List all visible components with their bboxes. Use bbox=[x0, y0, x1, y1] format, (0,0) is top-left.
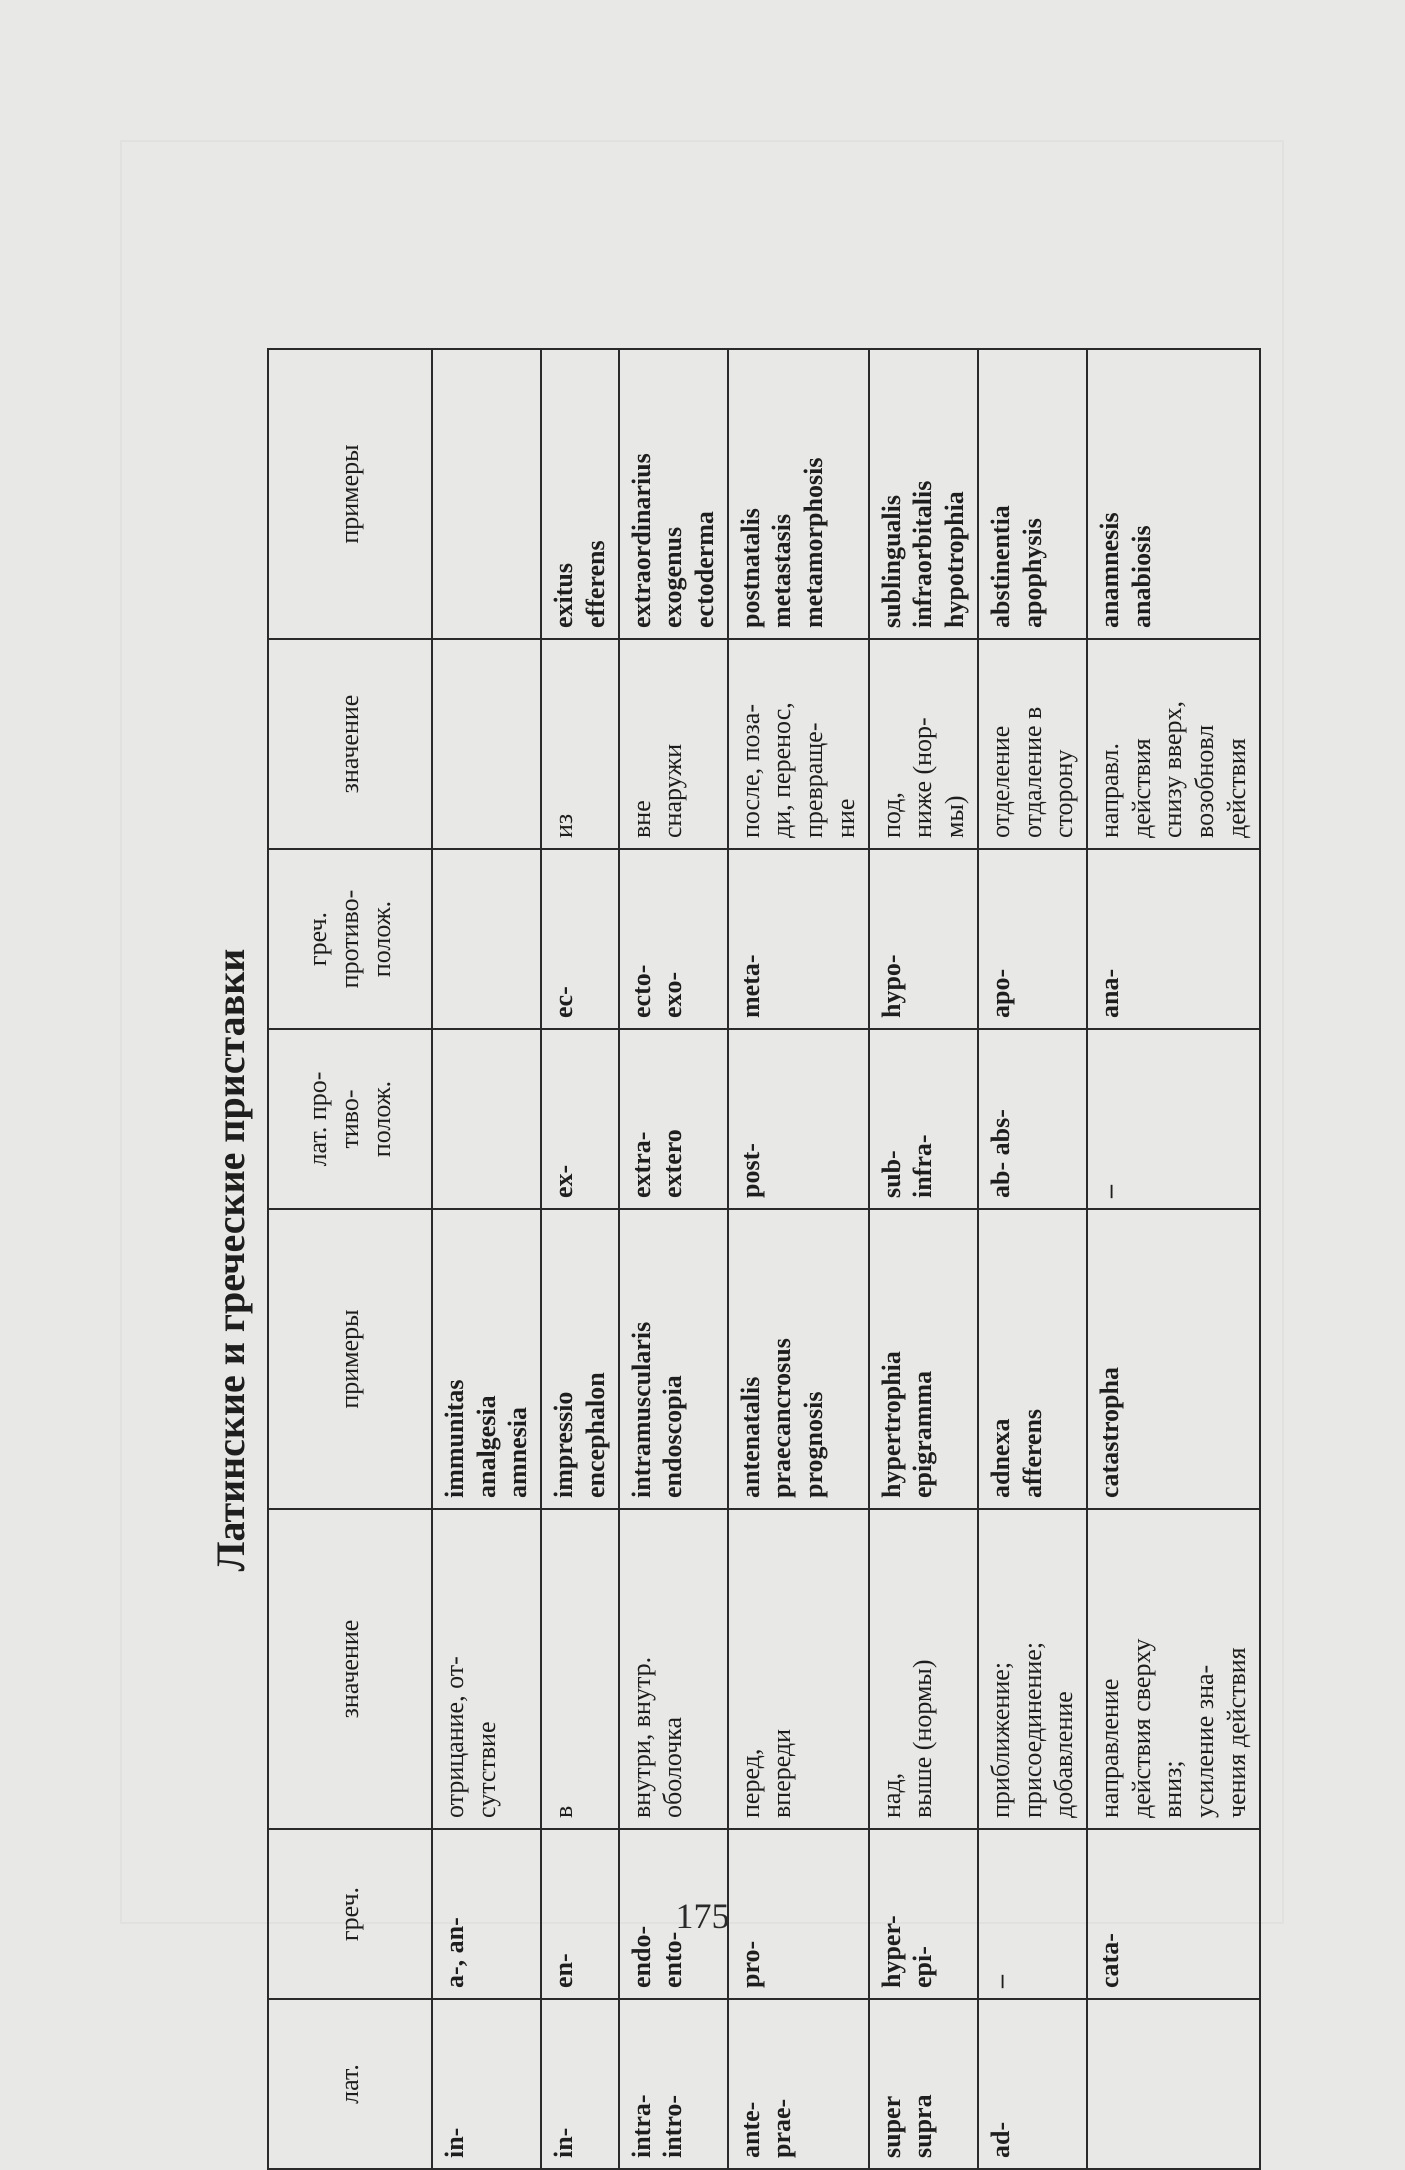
cell-lat-opp bbox=[432, 1029, 541, 1209]
column-header-line: полож. bbox=[366, 1080, 396, 1158]
cell-line: prae- bbox=[767, 2098, 797, 2158]
cell-line: catastropha bbox=[1094, 1367, 1124, 1498]
cell-line: возобновл bbox=[1190, 724, 1220, 838]
page-number: 175 bbox=[675, 1896, 730, 1936]
cell-line: ab- abs- bbox=[985, 1109, 1015, 1198]
cell-greek-opp bbox=[432, 849, 541, 1029]
cell-line: добавление bbox=[1049, 1691, 1079, 1818]
cell-meaning bbox=[869, 1509, 978, 1829]
cell-line: ди, перенос, bbox=[767, 702, 797, 838]
cell-lat-opp bbox=[869, 1029, 978, 1209]
cell-line: действия bbox=[1221, 738, 1251, 838]
cell-line: anabiosis bbox=[1126, 525, 1156, 628]
cell-line: metastasis bbox=[767, 513, 797, 628]
cell-line: выше (нормы) bbox=[908, 1659, 938, 1818]
column-header bbox=[268, 849, 432, 1029]
cell-line: intra- bbox=[626, 2094, 656, 2158]
cell-lat bbox=[869, 1999, 978, 2169]
cell-greek-opp bbox=[1087, 849, 1260, 1029]
cell-line: analgesia bbox=[471, 1395, 501, 1498]
cell-line: приближение; bbox=[985, 1661, 1015, 1818]
cell-opp-meaning bbox=[541, 639, 618, 849]
column-header-line: лат. bbox=[335, 2064, 365, 2104]
cell-line: превраще- bbox=[799, 722, 829, 838]
column-header bbox=[268, 1029, 432, 1209]
cell-line: in- bbox=[549, 2127, 579, 2158]
column-header-line: греч. bbox=[335, 1886, 365, 1942]
cell-examples bbox=[432, 1209, 541, 1509]
cell-meaning bbox=[1087, 1509, 1260, 1829]
cell-examples bbox=[1087, 1209, 1260, 1509]
cell-line: extero bbox=[658, 1129, 688, 1198]
cell-lat-opp bbox=[728, 1029, 869, 1209]
column-header bbox=[268, 349, 432, 639]
cell-line: metamorphosis bbox=[799, 457, 829, 628]
cell-lat bbox=[619, 1999, 728, 2169]
cell-lat bbox=[1087, 1999, 1260, 2169]
cell-lat bbox=[432, 1999, 541, 2169]
cell-line: действия сверху bbox=[1126, 1638, 1156, 1818]
cell-line: ectoderma bbox=[690, 511, 720, 628]
cell-line: – bbox=[985, 1975, 1015, 1988]
cell-line: exogenus bbox=[658, 526, 688, 628]
cell-lat bbox=[978, 1999, 1087, 2169]
cell-line: endo- bbox=[626, 1925, 656, 1988]
column-header-line: полож. bbox=[366, 900, 396, 978]
cell-line: a-, an- bbox=[440, 1917, 469, 1988]
cell-line: postnatalis bbox=[735, 508, 765, 628]
page-title: Латинские и греческие приставки bbox=[208, 948, 253, 1572]
cell-meaning bbox=[541, 1509, 618, 1829]
cell-meaning bbox=[432, 1509, 541, 1829]
cell-line: hypotrophia bbox=[940, 491, 970, 628]
cell-line: adnexa bbox=[985, 1418, 1015, 1498]
cell-line: afferens bbox=[1017, 1408, 1047, 1498]
cell-opp-meaning bbox=[728, 639, 869, 849]
cell-greek-opp bbox=[869, 849, 978, 1029]
cell-opp-examples bbox=[432, 349, 541, 639]
cell-line: in- bbox=[440, 2127, 469, 2158]
cell-greek-opp bbox=[541, 849, 618, 1029]
cell-line: отделение bbox=[985, 725, 1015, 838]
cell-line: ниже (нор- bbox=[908, 717, 938, 838]
cell-line: направл. bbox=[1094, 743, 1124, 838]
cell-line: epi- bbox=[908, 1946, 938, 1988]
cell-line: efferens bbox=[580, 540, 610, 628]
cell-lat bbox=[541, 1999, 618, 2169]
cell-line: antenatalis bbox=[735, 1376, 765, 1498]
column-header-line: греч. bbox=[303, 911, 333, 967]
cell-greek-opp bbox=[619, 849, 728, 1029]
column-header-line: значение bbox=[335, 1619, 365, 1719]
cell-line: внутри, внутр. bbox=[626, 1656, 656, 1818]
cell-line: super bbox=[876, 2095, 906, 2158]
column-header bbox=[268, 639, 432, 849]
cell-opp-examples bbox=[728, 349, 869, 639]
cell-line: из bbox=[549, 813, 579, 838]
column-header-line: лат. про- bbox=[303, 1071, 333, 1167]
cell-greek-opp bbox=[978, 849, 1087, 1029]
cell-meaning bbox=[619, 1509, 728, 1829]
cell-line: в bbox=[549, 1805, 579, 1818]
cell-lat-opp bbox=[619, 1029, 728, 1209]
cell-line: ante- bbox=[735, 2101, 765, 2158]
cell-line: под, bbox=[876, 792, 906, 838]
cell-line: отдаление в bbox=[1017, 706, 1047, 838]
column-header bbox=[268, 1509, 432, 1829]
cell-opp-meaning bbox=[619, 639, 728, 849]
cell-opp-examples bbox=[541, 349, 618, 639]
cell-examples bbox=[619, 1209, 728, 1509]
cell-line: exo- bbox=[658, 971, 688, 1018]
cell-line: en- bbox=[549, 1953, 579, 1988]
cell-line: apophysis bbox=[1017, 518, 1047, 628]
cell-line: exitus bbox=[549, 563, 579, 628]
cell-line: infra- bbox=[908, 1134, 938, 1198]
cell-line: действия bbox=[1126, 738, 1156, 838]
cell-line: immunitas bbox=[440, 1379, 469, 1498]
cell-line: extra- bbox=[626, 1131, 656, 1198]
cell-line: ad- bbox=[985, 2121, 1015, 2158]
cell-line: intramuscularis bbox=[626, 1321, 656, 1498]
cell-line: над, bbox=[876, 1772, 906, 1818]
cell-opp-meaning bbox=[869, 639, 978, 849]
cell-line: перед, bbox=[735, 1748, 765, 1818]
cell-line: ние bbox=[830, 798, 860, 838]
cell-line: abstinentia bbox=[985, 505, 1015, 628]
cell-line: meta- bbox=[735, 954, 765, 1018]
cell-opp-examples bbox=[869, 349, 978, 639]
cell-line: вниз; bbox=[1158, 1760, 1188, 1818]
cell-line: присоединение; bbox=[1017, 1641, 1047, 1818]
cell-line: снаружи bbox=[658, 743, 688, 838]
cell-greek-opp bbox=[728, 849, 869, 1029]
cell-line: сутствие bbox=[471, 1721, 501, 1818]
column-header-line: примеры bbox=[335, 444, 365, 544]
cell-examples bbox=[978, 1209, 1087, 1509]
cell-line: направление bbox=[1094, 1678, 1124, 1818]
cell-lat bbox=[728, 1999, 869, 2169]
cell-line: после, поза- bbox=[735, 704, 765, 838]
cell-line: чения действия bbox=[1221, 1647, 1251, 1818]
cell-line: снизу вверх, bbox=[1158, 700, 1188, 838]
cell-line: hypertrophia bbox=[876, 1351, 906, 1498]
cell-line: отрицание, от- bbox=[440, 1656, 469, 1818]
cell-lat-opp bbox=[541, 1029, 618, 1209]
cell-line: praecancrosus bbox=[767, 1338, 797, 1498]
cell-line: ento- bbox=[658, 1931, 688, 1988]
cell-line: extraordinarius bbox=[626, 453, 656, 628]
cell-line: encephalon bbox=[580, 1372, 610, 1498]
cell-meaning bbox=[978, 1509, 1087, 1829]
cell-line: endoscopia bbox=[658, 1375, 688, 1498]
cell-opp-meaning bbox=[432, 639, 541, 849]
column-header-line: тиво- bbox=[335, 1089, 365, 1149]
cell-line: – bbox=[1094, 1185, 1124, 1198]
cell-opp-examples bbox=[1087, 349, 1260, 639]
cell-opp-meaning bbox=[978, 639, 1087, 849]
cell-line: post- bbox=[735, 1143, 765, 1198]
cell-opp-examples bbox=[619, 349, 728, 639]
cell-line: apo- bbox=[985, 968, 1015, 1018]
cell-line: ec- bbox=[549, 986, 579, 1018]
cell-line: intro- bbox=[658, 2094, 688, 2158]
cell-line: мы) bbox=[940, 795, 970, 838]
cell-line: вне bbox=[626, 800, 656, 838]
cell-line: hyper- bbox=[876, 1915, 906, 1988]
cell-line: prognosis bbox=[799, 1391, 829, 1498]
cell-lat-opp bbox=[1087, 1029, 1260, 1209]
column-header bbox=[268, 1209, 432, 1509]
cell-line: impressio bbox=[549, 1391, 579, 1498]
cell-opp-meaning bbox=[1087, 639, 1260, 849]
cell-line: ecto- bbox=[626, 964, 656, 1018]
cell-examples bbox=[728, 1209, 869, 1509]
column-header-line: примеры bbox=[335, 1309, 365, 1409]
cell-line: cata- bbox=[1094, 1933, 1124, 1988]
cell-line: epigramma bbox=[908, 1370, 938, 1498]
cell-line: sublingualis bbox=[876, 495, 906, 628]
cell-line: ana- bbox=[1094, 968, 1124, 1018]
cell-line: ex- bbox=[549, 1164, 579, 1198]
cell-line: amnesia bbox=[503, 1407, 533, 1498]
cell-line: infraorbitalis bbox=[908, 480, 938, 628]
cell-lat-opp bbox=[978, 1029, 1087, 1209]
cell-line: усиление зна- bbox=[1190, 1664, 1220, 1818]
cell-line: сторону bbox=[1049, 749, 1079, 838]
cell-line: pro- bbox=[735, 1940, 765, 1988]
column-header-line: противо- bbox=[335, 889, 365, 989]
cell-line: sub- bbox=[876, 1150, 906, 1198]
cell-line: hypo- bbox=[876, 954, 906, 1018]
cell-meaning bbox=[728, 1509, 869, 1829]
column-header bbox=[268, 1999, 432, 2169]
column-header-line: значение bbox=[335, 694, 365, 794]
cell-examples bbox=[541, 1209, 618, 1509]
cell-line: впереди bbox=[767, 1728, 797, 1818]
cell-line: оболочка bbox=[658, 1716, 688, 1818]
cell-examples bbox=[869, 1209, 978, 1509]
cell-line: supra bbox=[908, 2094, 938, 2158]
cell-opp-examples bbox=[978, 349, 1087, 639]
cell-line: anamnesis bbox=[1094, 512, 1124, 628]
